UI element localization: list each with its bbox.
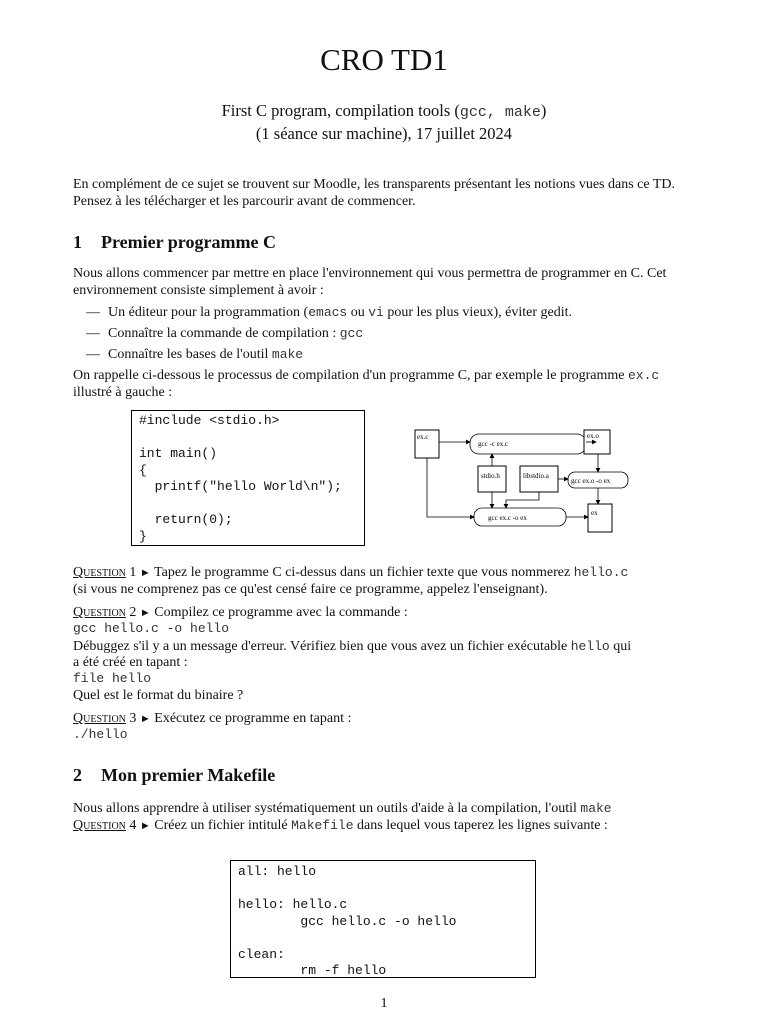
doc-title: CRO TD1 [320, 42, 448, 77]
svg-text:ex.o: ex.o [587, 432, 599, 440]
section1-paragraph: Nous allons commencer par mettre en place l'environnement qui vous permettra de programmer en C. Cet environnement consiste simplement à avoir : [73, 266, 667, 298]
tool-list [86, 302, 572, 365]
file-stdio-h [478, 466, 506, 492]
gcc-command: gcc hello.c -o hello [73, 621, 230, 636]
file-ex [588, 504, 612, 532]
question-1: Question 1 ► Tapez le programme C ci-dessus dans un fichier texte que vous nommerez hello.c [73, 565, 629, 580]
svg-text:gcc ex.o -o ex: gcc ex.o -o ex [571, 477, 611, 485]
svg-text:libstdio.a: libstdio.a [523, 472, 549, 480]
svg-text:gcc ex.c -o ex: gcc ex.c -o ex [488, 514, 527, 522]
gcc-link-step [568, 472, 628, 488]
question-2-line6: Quel est le format du binaire ? [73, 688, 244, 703]
section1-heading: 1 Premier programme C [73, 232, 276, 252]
question-2-line4: a été créé en tapant : [73, 655, 188, 670]
svg-text:gcc -c ex.c: gcc -c ex.c [478, 440, 509, 448]
svg-text:stdio.h: stdio.h [481, 472, 500, 480]
intro-paragraph: En complément de ce sujet se trouvent sur Moodle, les transparents présentant les notions vues dans ce TD. Pensez à les télécharger et les parcourir avant de commencer. [73, 177, 675, 209]
svg-text:ex: ex [591, 509, 598, 517]
subtitle-line2: (1 séance sur machine), 17 juillet 2024 [255, 124, 513, 143]
list-item: — Connaître la commande de compilation : gcc [86, 326, 364, 341]
question-2-line3: Débuggez s'il y a un message d'erreur. Vérifiez bien que vous avez un fichier exécutable hello qui [73, 639, 632, 654]
compilation-diagram [410, 422, 650, 542]
svg-text:ex.c: ex.c [417, 433, 429, 441]
list-item: — Connaître les bases de l'outil make [86, 347, 304, 362]
subtitle-line1: First C program, compilation tools (gcc, make) [221, 101, 547, 121]
question-3: Question 3 ► Exécutez ce programme en tapant : [73, 711, 352, 726]
compilation-paragraph: On rappelle ci-dessous le processus de compilation d'un programme C, par exemple le programme ex.c illustré à gauche : [73, 368, 660, 400]
gcc-direct-step [474, 508, 566, 526]
file-ex-c [415, 430, 439, 458]
list-item: — Un éditeur pour la programmation (emacs ou vi pour les plus vieux), éviter gedit. [86, 305, 573, 320]
page-number: 1 [380, 996, 388, 1011]
file-libstdio-a [520, 466, 558, 492]
section2-paragraph: Nous allons apprendre à utiliser systématiquement un outils d'aide à la compilation, l'outil make [73, 801, 612, 816]
question-4: Question 4 ► Créez un fichier intitulé Makefile dans lequel vous taperez les lignes suivante : [73, 818, 608, 833]
gcc-compile-step [470, 434, 586, 454]
question-2: Question 2 ► Compilez ce programme avec la commande : [73, 605, 408, 620]
hello-code-listing: #include <stdio.h> int main() { printf("hello World\n"); return(0); } [131, 410, 365, 546]
makefile-listing: all: hello hello: hello.c gcc hello.c -o hello clean: rm -f hello [230, 860, 536, 978]
run-command: ./hello [73, 727, 128, 742]
doc-subtitle [0, 100, 768, 144]
question-1-line2: (si vous ne comprenez pas ce qu'est censé faire ce programme, appelez l'enseignant). [73, 582, 548, 597]
section2-heading: 2 Mon premier Makefile [73, 765, 276, 785]
file-command: file hello [73, 671, 152, 686]
